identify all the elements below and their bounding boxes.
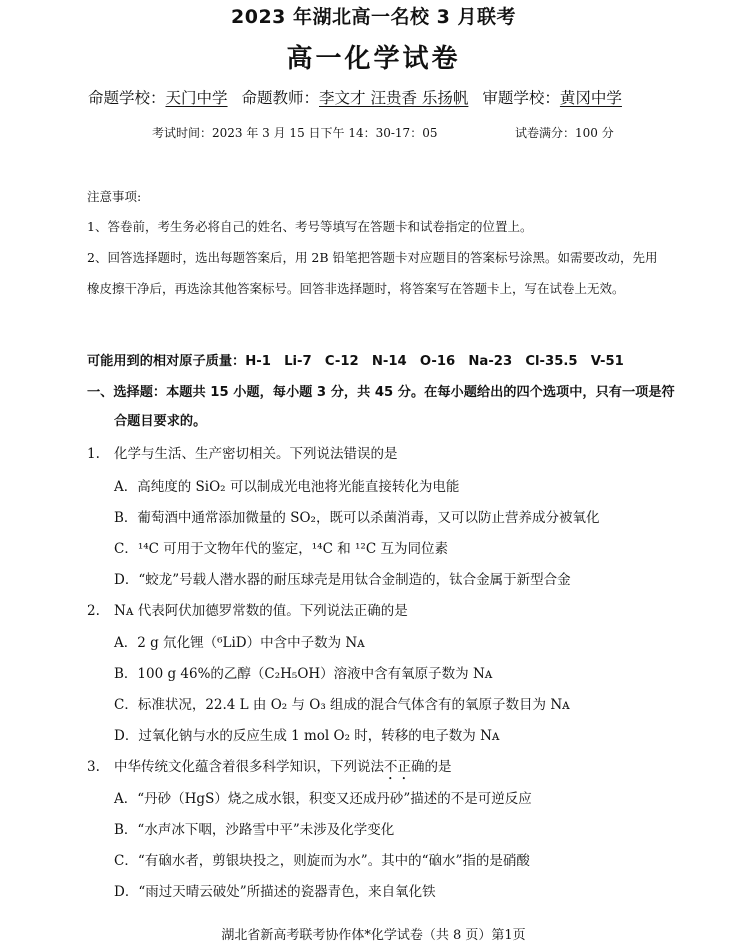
- question-2-number: 2.: [87, 603, 100, 619]
- teacher-names: 李文才 汪贵香 乐扬帆: [319, 89, 469, 107]
- page-footer: 湖北省新高考联考协作体*化学试卷（共 8 页）第1页: [221, 928, 526, 943]
- teacher-label: 命题教师：: [241, 89, 320, 107]
- question-1-option-c: C．¹⁴C 可用于文物年代的鉴定，¹⁴C 和 ¹²C 互为同位素: [114, 541, 448, 557]
- question-2-stem: Nᴀ 代表阿伏加德罗常数的值。下列说法正确的是: [114, 603, 408, 619]
- question-3-stem-emphasis: 不正: [384, 759, 411, 775]
- question-1-stem: 化学与生活、生产密切相关。下列说法错误的是: [114, 446, 398, 462]
- question-3-stem-post: 确的是: [411, 759, 452, 775]
- atomic-masses: 可能用到的相对原子质量：H-1 Li-7 C-12 N-14 O-16 Na-23 Cl-35.5 V-51: [87, 354, 624, 369]
- notice-item-1: 1、答卷前，考生务必将自己的姓名、考号等填写在答题卡和试卷指定的位置上。: [87, 219, 533, 234]
- notice-title: 注意事项:: [87, 189, 142, 204]
- notice-item-2-line-1: 2、回答选择题时，选出每题答案后，用 2B 铅笔把答题卡对应题目的答案标号涂黑。如需要改动，先用: [87, 250, 658, 265]
- question-1: [87, 442, 398, 462]
- exam-time: 考试时间：2023 年 3 月 15 日下午 14：30-17：05: [152, 126, 438, 140]
- question-3-option-a: A．“丹砂（HgS）烧之成水银，积变又还成丹砂”描述的不是可逆反应: [114, 791, 532, 807]
- notice-item-2-line-2: 橡皮擦干净后，再选涂其他答案标号。回答非选择题时，将答案写在答题卡上，写在试卷上无效。: [87, 281, 625, 296]
- question-2-option-b: B．100 g 46%的乙醇（C₂H₅OH）溶液中含有氧原子数为 Nᴀ: [114, 666, 493, 682]
- review-school: 黄冈中学: [559, 89, 622, 107]
- exam-title: 2023 年湖北高一名校 3 月联考: [231, 6, 516, 28]
- review-label: 审题学校：: [482, 89, 560, 107]
- question-2: [87, 599, 408, 619]
- question-2-option-a: A．2 g 氘化锂（⁶LiD）中含中子数为 Nᴀ: [114, 635, 365, 651]
- exam-score: 试卷满分：100 分: [515, 126, 614, 140]
- school-label: 命题学校：: [88, 89, 166, 107]
- question-3-stem-pre: 中华传统文化蕴含着很多科学知识，下列说法: [114, 759, 384, 775]
- question-3-option-d: D．“雨过天晴云破处”所描述的瓷器青色，来自氧化铁: [114, 884, 436, 900]
- question-3-number: 3.: [87, 759, 100, 775]
- question-1-number: 1.: [87, 446, 100, 462]
- question-3-option-c: C．“有硇水者，剪银块投之，则旋而为水”。其中的“硇水”指的是硝酸: [114, 853, 530, 869]
- question-1-option-d: D．“蛟龙”号载人潜水器的耐压球壳是用钛合金制造的，钛合金属于新型合金: [114, 572, 571, 588]
- school-name: 天门中学: [165, 89, 228, 107]
- section-heading-line-1: 一、选择题：本题共 15 小题，每小题 3 分，共 45 分。在每小题给出的四个选项中，只有一项是符: [87, 385, 675, 400]
- subject-title: 高一化学试卷: [286, 44, 461, 74]
- question-3-option-b: B．“水声冰下咽，沙路雪中平”未涉及化学变化: [114, 822, 395, 838]
- question-1-option-b: B．葡萄酒中通常添加微量的 SO₂，既可以杀菌消毒，又可以防止营养成分被氧化: [114, 510, 600, 526]
- authors-line: [88, 86, 622, 108]
- question-2-option-c: C．标准状况，22.4 L 由 O₂ 与 O₃ 组成的混合气体含有的氧原子数目为 Nᴀ: [114, 697, 570, 713]
- question-1-option-a: A．高纯度的 SiO₂ 可以制成光电池将光能直接转化为电能: [114, 479, 460, 495]
- section-heading-line-2: 合题目要求的。: [114, 414, 207, 429]
- question-3: [87, 755, 452, 783]
- question-2-option-d: D．过氧化钠与水的反应生成 1 mol O₂ 时，转移的电子数为 Nᴀ: [114, 728, 500, 744]
